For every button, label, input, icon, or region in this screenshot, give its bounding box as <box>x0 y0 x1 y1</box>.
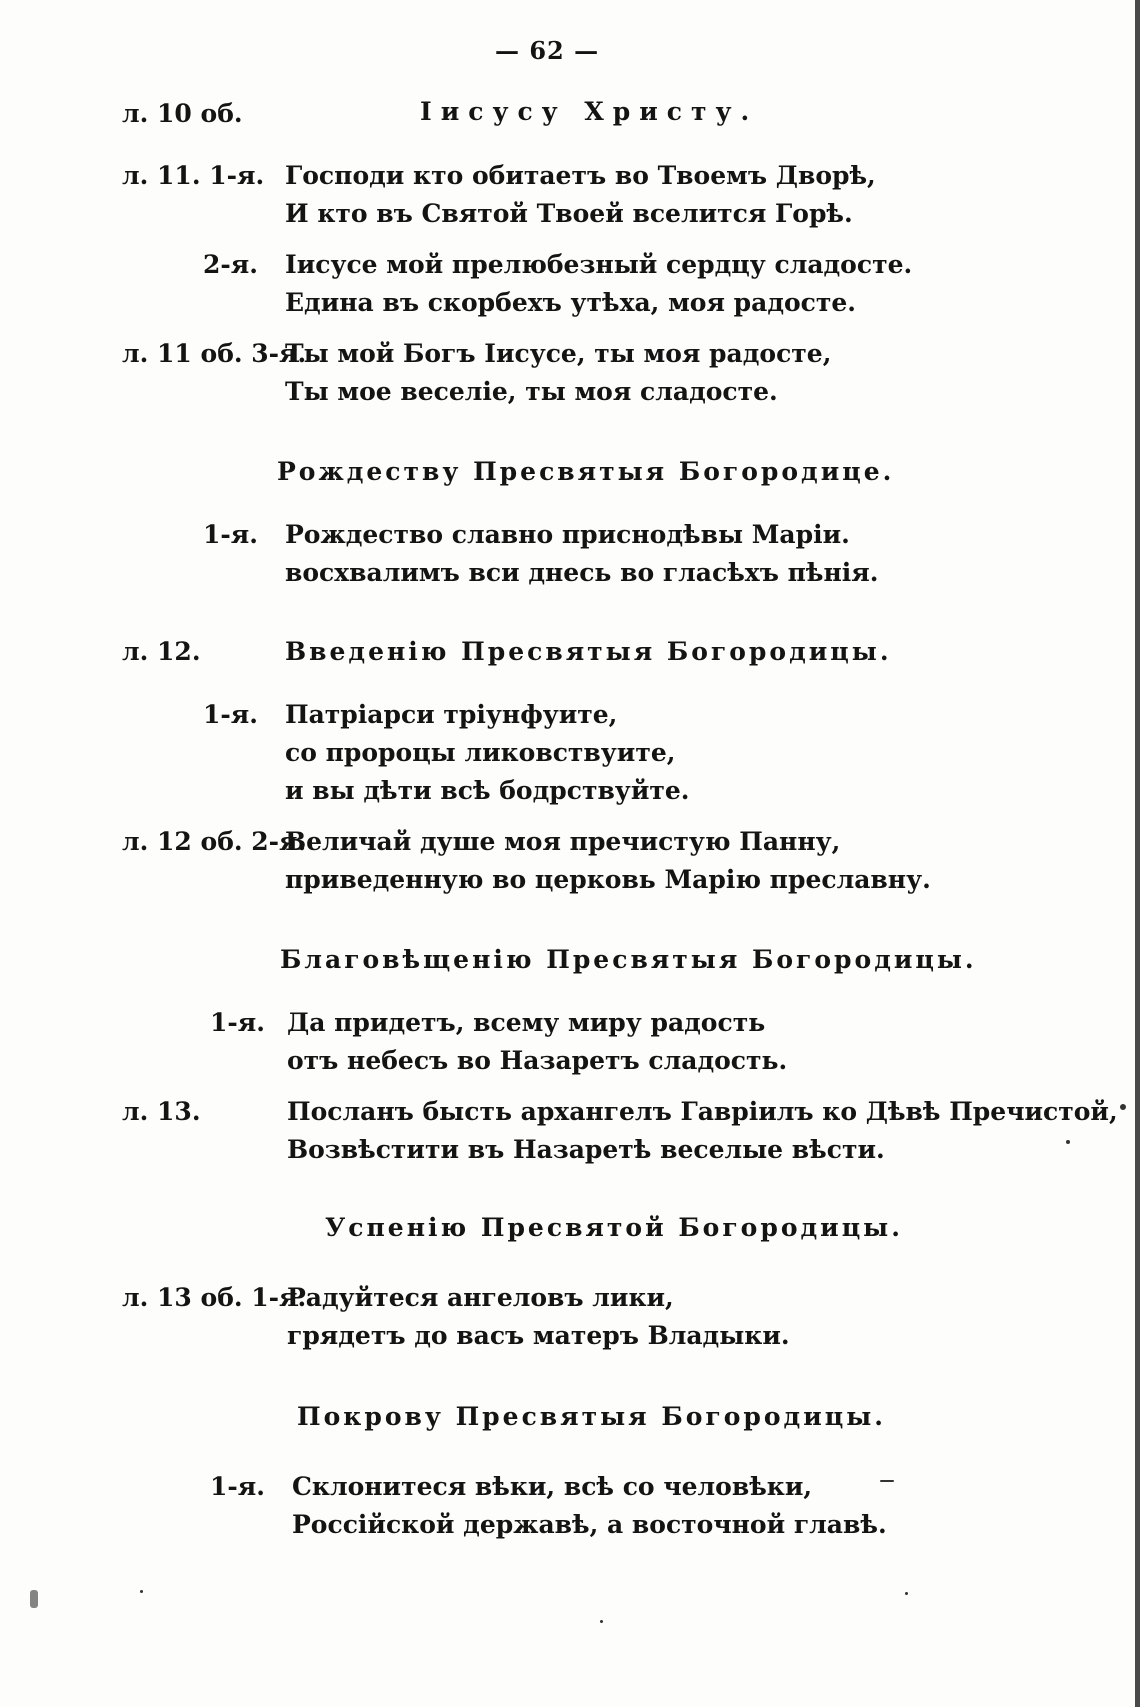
section-heading: Введенію Пресвятыя Богородицы. <box>285 637 892 666</box>
verse-line: Склонитеся вѣки, всѣ со человѣки, <box>292 1472 813 1501</box>
scan-speck <box>1066 1140 1070 1144</box>
verse-line: Господи кто обитаетъ во Твоемъ Дворѣ, <box>285 161 876 190</box>
scan-edge-shadow <box>1135 0 1140 1707</box>
section-heading: Іисусу Христу. <box>420 97 759 126</box>
verse-line: и вы дѣти всѣ бодрствуйте. <box>285 776 690 805</box>
section-heading: Благовѣщенію Пресвятыя Богородицы. <box>280 945 977 974</box>
section-heading: Успенію Пресвятой Богородицы. <box>325 1213 903 1242</box>
verse-label: 1-я. <box>210 1472 265 1501</box>
scan-speck <box>905 1592 908 1595</box>
verse-line: Посланъ бысть архангелъ Гавріилъ ко Дѣвѣ Пречистой, <box>287 1097 1118 1126</box>
verse-label: 1-я. <box>203 520 258 549</box>
verse-line: грядетъ до васъ матеръ Владыки. <box>287 1321 790 1350</box>
verse-line: Россійской державѣ, а восточной главѣ. <box>292 1510 887 1539</box>
verse-line: отъ небесъ во Назаретъ сладость. <box>287 1046 788 1075</box>
verse-label: л. 12 об. 2-я. <box>122 827 307 856</box>
verse-line: Патріарси тріунфуите, <box>285 700 618 729</box>
scan-speck <box>140 1590 143 1593</box>
folio-label: л. 10 об. <box>122 99 243 128</box>
verse-label: л. 11 об. 3-я. <box>122 339 307 368</box>
verse-line: Радуйтеся ангеловъ лики, <box>287 1283 674 1312</box>
verse-line: восхвалимъ вси днесь во гласѣхъ пѣнія. <box>285 558 879 587</box>
verse-label: л. 13. <box>122 1097 201 1126</box>
verse-line: приведенную во церковь Марію преславну. <box>285 865 931 894</box>
verse-line: Едина въ скорбехъ утѣха, моя радосте. <box>285 288 856 317</box>
page-number: — 62 — <box>495 36 600 65</box>
verse-label: л. 11. 1-я. <box>122 161 265 190</box>
verse-line: И кто въ Святой Твоей вселится Горѣ. <box>285 199 853 228</box>
verse-line: Да придетъ, всему миру радость <box>287 1008 766 1037</box>
scan-speck <box>600 1620 603 1623</box>
verse-line: Рождество славно приснодѣвы Маріи. <box>285 520 850 549</box>
scan-speck <box>1120 1104 1126 1110</box>
verse-line: Ты мое веселіе, ты моя сладосте. <box>285 377 778 406</box>
section-heading: Покрову Пресвятыя Богородицы. <box>297 1402 886 1431</box>
verse-label: л. 13 об. 1-я. <box>122 1283 307 1312</box>
scan-speck <box>30 1590 38 1608</box>
verse-line: Ты мой Богъ Іисусе, ты моя радосте, <box>285 339 832 368</box>
section-heading: Рождеству Пресвятыя Богородице. <box>277 457 895 486</box>
verse-label: 1-я. <box>210 1008 265 1037</box>
verse-label: 2-я. <box>203 250 258 279</box>
verse-line: Величай душе моя пречистую Панну, <box>285 827 841 856</box>
scan-speck <box>880 1480 894 1482</box>
verse-line: Возвѣстити въ Назаретѣ веселые вѣсти. <box>287 1135 885 1164</box>
verse-line: со пророцы ликовствуите, <box>285 738 676 767</box>
verse-label: 1-я. <box>203 700 258 729</box>
folio-label: л. 12. <box>122 637 201 666</box>
verse-line: Іисусе мой прелюбезный сердцу сладосте. <box>285 250 913 279</box>
